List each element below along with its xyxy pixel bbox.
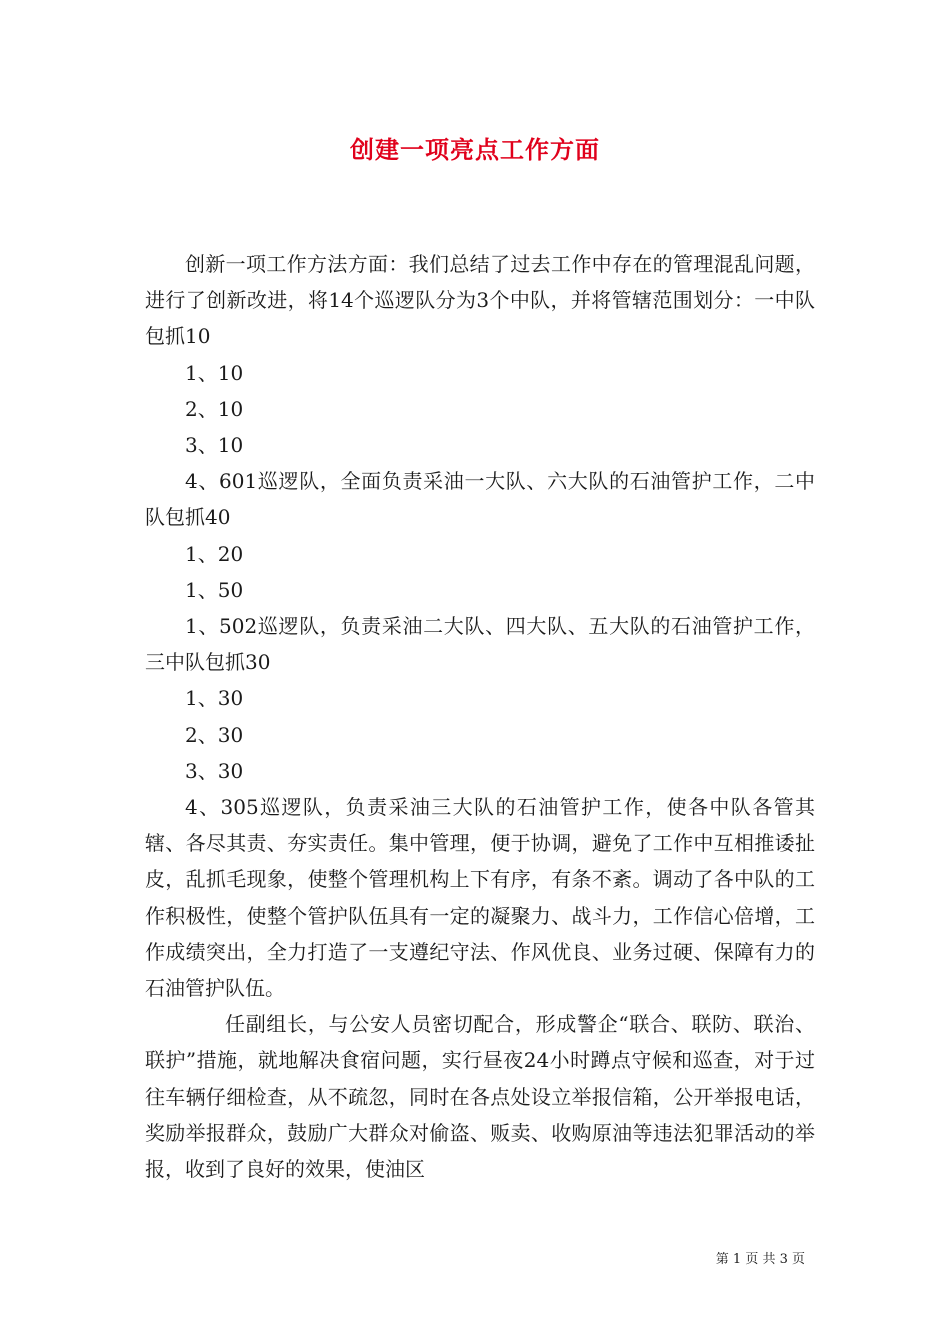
paragraph: 4、601巡逻队，全面负责采油一大队、六大队的石油管护工作，二中队包抓40: [145, 469, 815, 530]
list-item: 3、30: [185, 758, 244, 783]
paragraph: 创新一项工作方法方面：我们总结了过去工作中存在的管理混乱问题，进行了创新改进，将14个巡逻队分为3个中队，并将管辖范围划分：一中队包抓10: [145, 252, 815, 349]
list-item: 1、30: [185, 686, 244, 711]
list-item: 3、10: [185, 433, 244, 458]
paragraph: 4、305巡逻队，负责采油三大队的石油管护工作，使各中队各管其辖、各尽其责、夯实责任。集中管理，便于协调，避免了工作中互相推诿扯皮，乱抓毛现象，使整个管理机构上下有序，有条不紊。调动了各中队的工作积极性，使整个管护队伍具有一定的凝聚力、战斗力，工作信心倍增，工作成绩突出，全力打造了一支遵纪守法、作风优良、业务过硬、保障有力的石油管护队伍。: [145, 795, 815, 1001]
list-item: 1、50: [185, 577, 244, 602]
document-title: 创建一项亮点工作方面: [350, 135, 600, 164]
list-item: 2、30: [185, 722, 244, 747]
page-number-footer: 第 1 页 共 3 页: [715, 1252, 805, 1267]
list-item: 1、20: [185, 541, 244, 566]
document-body: [145, 246, 815, 1187]
list-item: 1、10: [185, 360, 244, 385]
paragraph: 1、502巡逻队，负责采油二大队、四大队、五大队的石油管护工作，三中队包抓30: [145, 614, 815, 675]
list-item: 2、10: [185, 396, 244, 421]
paragraph: 任副组长，与公安人员密切配合，形成警企“联合、联防、联治、联护”措施，就地解决食宿问题，实行昼夜24小时蹲点守候和巡查，对于过往车辆仔细检查，从不疏忽，同时在各点处设立举报信箱，公开举报电话，奖励举报群众，鼓励广大群众对偷盗、贩卖、收购原油等违法犯罪活动的举报，收到了良好的效果，使油区: [145, 1012, 815, 1182]
